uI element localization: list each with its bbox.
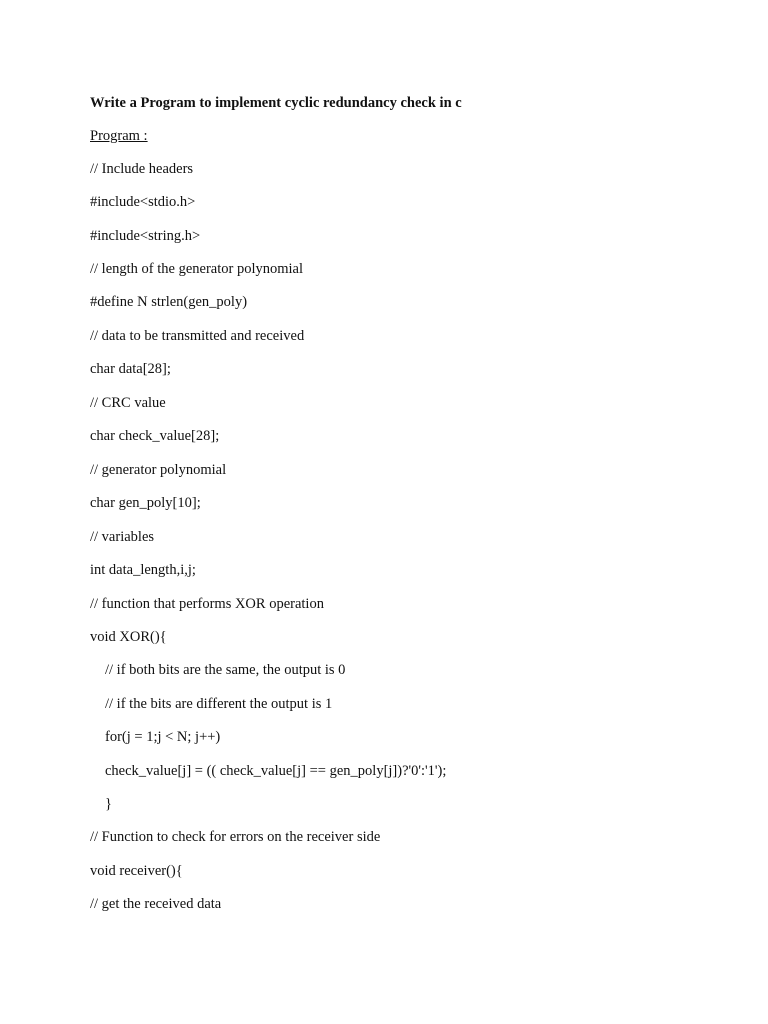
code-line: // CRC value bbox=[90, 395, 166, 411]
code-line: char check_value[28]; bbox=[90, 428, 220, 444]
code-line: // if both bits are the same, the output is 0 bbox=[105, 662, 346, 678]
code-line: char gen_poly[10]; bbox=[90, 495, 201, 511]
code-line: // generator polynomial bbox=[90, 462, 227, 478]
code-line: int data_length,i,j; bbox=[90, 562, 196, 578]
code-line: // variables bbox=[90, 529, 155, 545]
code-line: #define N strlen(gen_poly) bbox=[90, 294, 248, 310]
code-line: // data to be transmitted and received bbox=[90, 328, 305, 344]
code-line: // length of the generator polynomial bbox=[90, 261, 304, 277]
code-line: } bbox=[105, 796, 112, 812]
code-line: // function that performs XOR operation bbox=[90, 596, 324, 612]
code-line: // if the bits are different the output is 1 bbox=[105, 696, 333, 712]
code-line: char data[28]; bbox=[90, 361, 171, 377]
code-line: #include<string.h> bbox=[90, 228, 201, 244]
code-line: // Include headers bbox=[90, 161, 194, 177]
code-line: check_value[j] = (( check_value[j] == gen_poly[j])?'0':'1'); bbox=[105, 763, 447, 779]
program-heading: Program : bbox=[90, 128, 148, 144]
code-line: void receiver(){ bbox=[90, 863, 183, 879]
document-title: Write a Program to implement cyclic redundancy check in c bbox=[90, 95, 462, 111]
code-line: // Function to check for errors on the receiver side bbox=[90, 829, 381, 845]
code-line: // get the received data bbox=[90, 896, 222, 912]
code-line: #include<stdio.h> bbox=[90, 194, 196, 210]
code-line: void XOR(){ bbox=[90, 629, 167, 645]
code-line: for(j = 1;j < N; j++) bbox=[105, 729, 221, 745]
